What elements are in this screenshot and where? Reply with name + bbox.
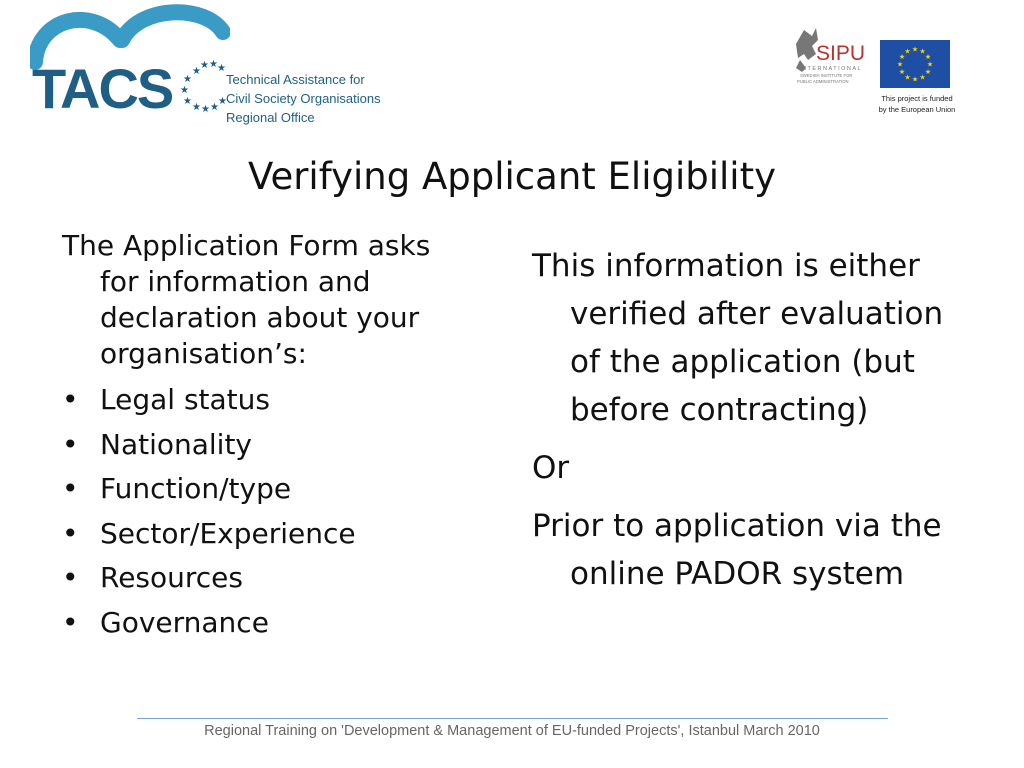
eu-star-icon: ★ bbox=[896, 60, 904, 69]
bullet-icon: • bbox=[62, 561, 79, 594]
left-content bbox=[62, 228, 472, 645]
tacs-line-2: Civil Society Organisations bbox=[226, 91, 381, 106]
slide-title: Verifying Applicant Eligibility bbox=[248, 155, 776, 198]
tacs-logo-text bbox=[226, 70, 381, 127]
eu-flag-icon bbox=[880, 40, 950, 88]
sipu-subtitle-2: SWEDISH INSTITUTE FOR bbox=[800, 73, 853, 78]
svg-text:★: ★ bbox=[217, 63, 226, 74]
footer-text: Regional Training on 'Development & Management of EU-funded Projects', Istanbul March 2010 bbox=[204, 723, 820, 739]
list-item: • Governance bbox=[62, 601, 472, 646]
sipu-name: SIPU bbox=[816, 42, 866, 65]
svg-text:★: ★ bbox=[183, 96, 192, 107]
tacs-line-1: Technical Assistance for bbox=[226, 72, 365, 87]
sipu-subtitle-1: INTERNATIONAL bbox=[799, 66, 863, 72]
eu-star-icon: ★ bbox=[904, 73, 911, 82]
sipu-logo bbox=[790, 24, 870, 88]
tacs-logo-letters: TACS bbox=[32, 57, 173, 115]
list-item: • Sector/Experience bbox=[62, 512, 472, 557]
eu-star-icon: ★ bbox=[911, 75, 919, 84]
svg-text:★: ★ bbox=[210, 102, 219, 113]
eu-star-icon: ★ bbox=[911, 45, 919, 54]
list-item: • Nationality bbox=[62, 423, 472, 468]
footer-divider bbox=[137, 718, 888, 719]
right-paragraph-3: Prior to application via the online PADOR system bbox=[532, 508, 942, 592]
eu-star-icon: ★ bbox=[924, 68, 932, 76]
bullet-icon: • bbox=[62, 383, 79, 416]
tacs-line-3: Regional Office bbox=[226, 110, 315, 125]
svg-text:★: ★ bbox=[218, 96, 227, 107]
svg-text:★: ★ bbox=[192, 66, 201, 77]
eu-star-icon: ★ bbox=[926, 60, 934, 69]
eu-star-icon: ★ bbox=[898, 53, 906, 61]
tacs-logo bbox=[30, 0, 230, 115]
left-intro: The Application Form asks for information and declaration about your organisation’s: bbox=[62, 229, 431, 370]
eligibility-list bbox=[62, 378, 472, 645]
svg-text:★: ★ bbox=[192, 102, 201, 113]
tacs-stars-icon bbox=[180, 59, 227, 115]
eu-caption-line-2: by the European Union bbox=[878, 105, 956, 114]
svg-text:★: ★ bbox=[200, 60, 209, 71]
eu-star-icon: ★ bbox=[919, 73, 926, 82]
list-item: • Legal status bbox=[62, 378, 472, 423]
right-paragraph-1: This information is either verified after evaluation of the application (but before contracting) bbox=[532, 248, 944, 428]
eu-star-icon: ★ bbox=[919, 47, 926, 56]
eu-caption-line-1: This project is funded bbox=[881, 94, 953, 103]
right-paragraph-2: Or bbox=[532, 450, 570, 486]
right-content bbox=[532, 242, 972, 608]
eu-star-icon: ★ bbox=[904, 47, 911, 56]
bullet-icon: • bbox=[62, 427, 79, 461]
sipu-subtitle-3: PUBLIC ADMINISTRATION bbox=[797, 79, 849, 84]
list-item: • Resources bbox=[62, 556, 472, 601]
bullet-icon: • bbox=[62, 472, 79, 505]
eu-funding-caption bbox=[862, 93, 972, 115]
list-item: • Function/type bbox=[62, 467, 472, 512]
bullet-icon: • bbox=[62, 605, 79, 639]
svg-text:★: ★ bbox=[183, 74, 192, 85]
svg-text:★: ★ bbox=[201, 104, 210, 115]
eu-star-icon: ★ bbox=[924, 53, 932, 61]
bullet-icon: • bbox=[62, 516, 79, 550]
svg-text:★: ★ bbox=[209, 59, 218, 70]
svg-text:★: ★ bbox=[180, 85, 189, 96]
eu-star-icon: ★ bbox=[898, 68, 906, 76]
